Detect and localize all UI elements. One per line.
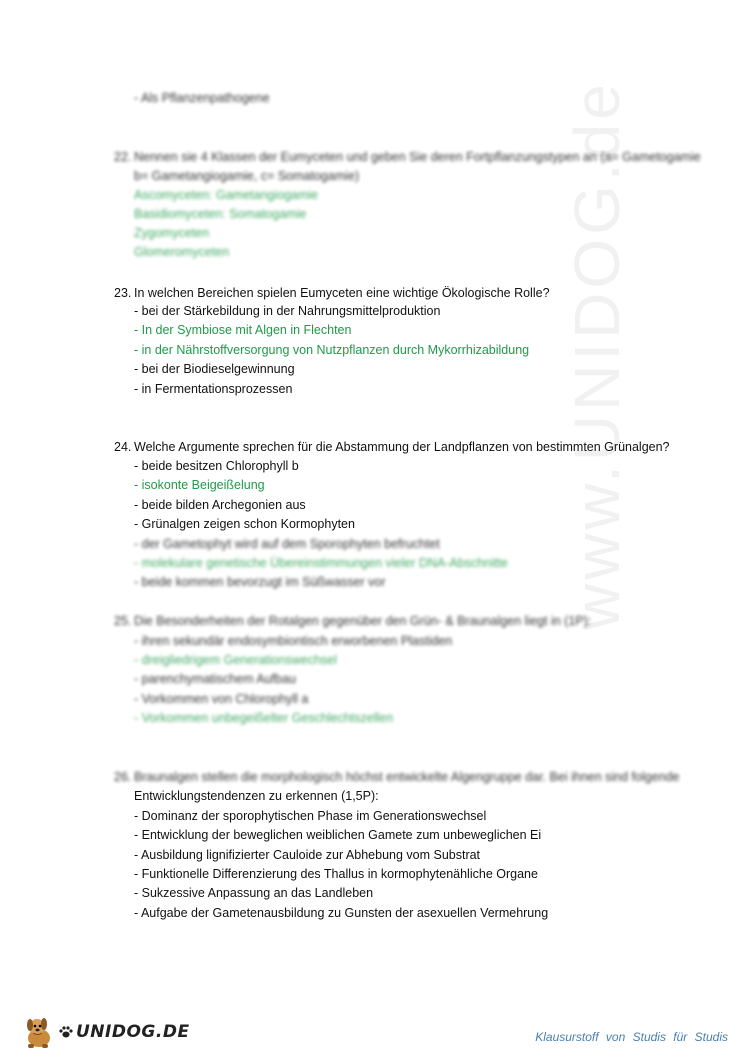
brand-name: UNIDOG.DE	[76, 1022, 190, 1042]
dog-mascot-icon	[22, 1014, 56, 1050]
q26-option: - Entwicklung der beweglichen weiblichen Gamete zum unbeweglichen Ei	[134, 828, 542, 842]
q26-option: - Dominanz der sporophytischen Phase im Generationswechsel	[134, 809, 487, 823]
q22-number: 22.	[114, 150, 132, 164]
q25-option: - Vorkommen von Chlorophyll a	[134, 692, 309, 706]
q26-option: - Sukzessive Anpassung an das Landleben	[134, 886, 374, 900]
q23-option: - bei der Stärkebildung in der Nahrungsmittelproduktion	[134, 304, 441, 318]
q26-question-line2: Entwicklungstendenzen zu erkennen (1,5P):	[134, 789, 379, 803]
q22-answer: Glomeromyceten	[134, 245, 230, 259]
q23-option-correct: - in der Nährstoffversorgung von Nutzpflanzen durch Mykorrhizabildung	[134, 343, 530, 357]
q26-option: - Aufgabe der Gametenausbildung zu Gunsten der asexuellen Vermehrung	[134, 906, 549, 920]
q24-option: - beide besitzen Chlorophyll b	[134, 459, 299, 473]
q25-option: - ihren sekundär endosymbiontisch erworbenen Plastiden	[134, 634, 453, 648]
q24-question: Welche Argumente sprechen für die Abstammung der Landpflanzen von bestimmten Grünalgen?	[134, 440, 670, 454]
q24-option: - beide kommen bevorzugt im Süßwasser vor	[134, 575, 386, 589]
q22-answer: Basidiomyceten: Somatogamie	[134, 207, 307, 221]
watermark: www.UNIDOG.de	[561, 80, 633, 630]
q22-question-line2: b= Gametangiogamie, c= Somatogamie)	[134, 169, 360, 183]
q22-answer: Ascomyceten: Gametangiogamie	[134, 188, 319, 202]
q25-question: Die Besonderheiten der Rotalgen gegenüber den Grün- & Braunalgen liegt in (1P):	[134, 614, 592, 628]
q23-question: In welchen Bereichen spielen Eumyceten eine wichtige Ökologische Rolle?	[134, 286, 550, 300]
q24-option: - Grünalgen zeigen schon Kormophyten	[134, 517, 355, 531]
q26-number: 26.	[114, 770, 132, 784]
q22-question-line1: Nennen sie 4 Klassen der Eumyceten und geben Sie deren Fortpflanzungstypen an (a= Gametogamie	[134, 150, 701, 164]
q24-option: - beide bilden Archegonien aus	[134, 498, 306, 512]
footer-logo[interactable]	[22, 1012, 190, 1052]
q23-number: 23.	[114, 286, 132, 300]
q26-question-line1: Braunalgen stellen die morphologisch höchst entwickelte Algengruppe dar. Bei ihnen sind folgende	[134, 770, 680, 784]
q24-option: - der Gametophyt wird auf dem Sporophyten befruchtet	[134, 537, 440, 551]
q25-option-correct: - dreigliedrigem Generationswechsel	[134, 653, 337, 667]
footer-tagline: Klausurstoff von Studis für Studis	[535, 1030, 728, 1044]
q24-option-correct: - molekulare genetische Übereinstimmungen vieler DNA-Abschnitte	[134, 556, 508, 570]
q23-option-correct: - In der Symbiose mit Algen in Flechten	[134, 323, 352, 337]
q26-option: - Funktionelle Differenzierung des Thallus in kormophytenähliche Organe	[134, 867, 538, 881]
q21-tail: - Als Pflanzenpathogene	[134, 91, 270, 105]
q22-answer: Zygomyceten	[134, 226, 210, 240]
q23-option: - bei der Biodieselgewinnung	[134, 362, 295, 376]
q24-number: 24.	[114, 440, 132, 454]
q24-option-correct: - isokonte Beigeißelung	[134, 478, 265, 492]
q23-option: - in Fermentationsprozessen	[134, 382, 293, 396]
paw-icon	[58, 1025, 74, 1039]
q25-option: - parenchymatischem Aufbau	[134, 672, 296, 686]
q26-option: - Ausbildung lignifizierter Cauloide zur Abhebung vom Substrat	[134, 848, 481, 862]
q25-number: 25.	[114, 614, 132, 628]
q25-option-correct: - Vorkommen unbegeißelter Geschlechtszellen	[134, 711, 394, 725]
